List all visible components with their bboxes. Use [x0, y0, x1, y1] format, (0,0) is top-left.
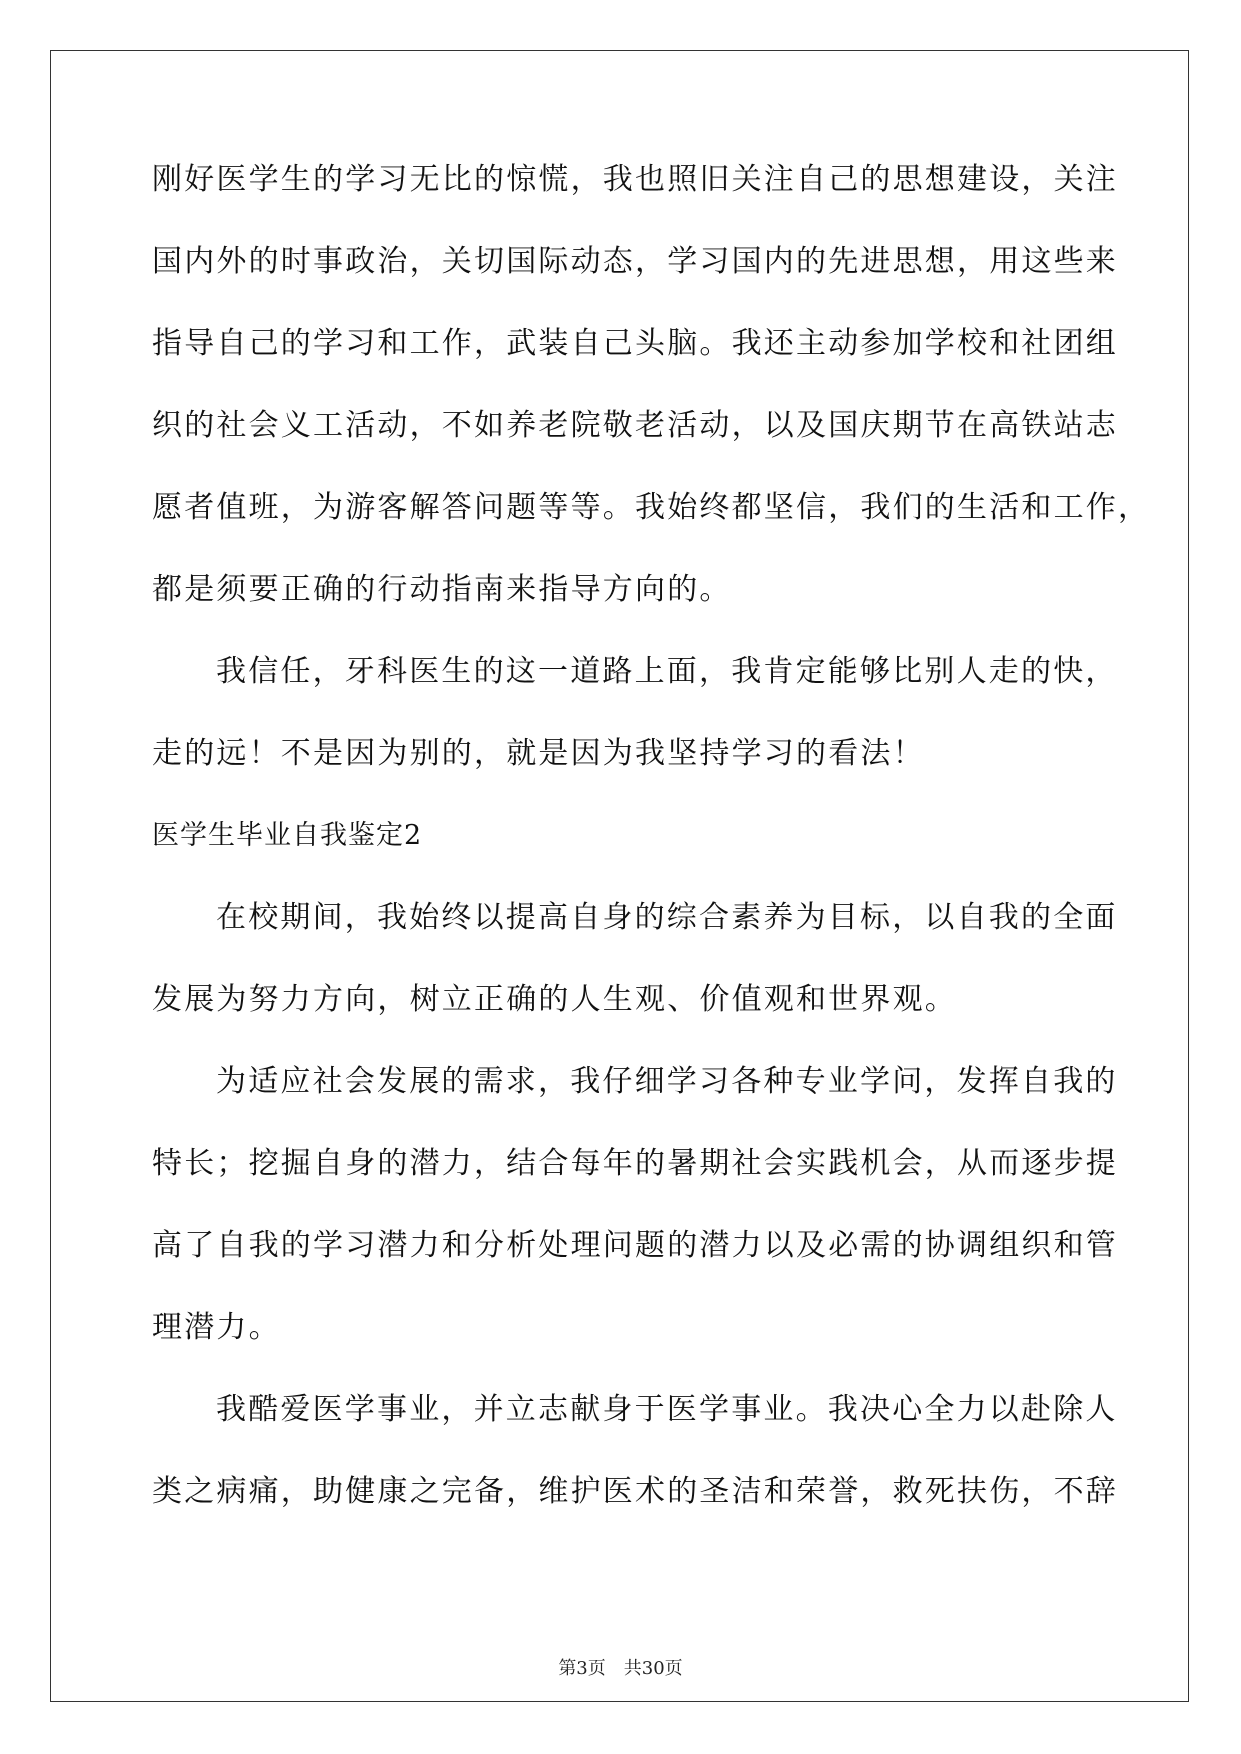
document-body	[152, 160, 1151, 1554]
text-line: 刚好医学生的学习无比的惊慌，我也照旧关注自己的思想建设，关注	[152, 162, 1118, 197]
text-line: 织的社会义工活动，不如养老院敬老活动，以及国庆期节在高铁站志	[152, 408, 1118, 443]
text-line: 理潜力。	[152, 1310, 281, 1345]
text-line: 都是须要正确的行动指南来指导方向的。	[152, 572, 732, 607]
text-line: 我信任，牙科医生的这一道路上面，我肯定能够比别人走的快，	[216, 654, 1118, 689]
text-line: 走的远！不是因为别的，就是因为我坚持学习的看法！	[152, 736, 925, 771]
text-line: 指导自己的学习和工作，武装自己头脑。我还主动参加学校和社团组	[152, 326, 1118, 361]
text-line: 发展为努力方向，树立正确的人生观、价值观和世界观。	[152, 982, 957, 1017]
text-line: 国内外的时事政治，关切国际动态，学习国内的先进思想，用这些来	[152, 244, 1118, 279]
text-line: 类之病痛，助健康之完备，维护医术的圣洁和荣誉，救死扶伤，不辞	[152, 1474, 1118, 1509]
page-number-footer: 第3页 共30页	[558, 1658, 683, 1679]
section-heading: 医学生毕业自我鉴定2	[152, 820, 423, 851]
text-line: 愿者值班，为游客解答问题等等。我始终都坚信，我们的生活和工作，	[152, 490, 1151, 525]
text-line: 为适应社会发展的需求，我仔细学习各种专业学问，发挥自我的	[216, 1064, 1118, 1099]
text-line: 在校期间，我始终以提高自身的综合素养为目标，以自我的全面	[216, 900, 1118, 935]
text-line: 高了自我的学习潜力和分析处理问题的潜力以及必需的协调组织和管	[152, 1228, 1118, 1263]
text-line: 特长；挖掘自身的潜力，结合每年的暑期社会实践机会，从而逐步提	[152, 1146, 1118, 1181]
text-line: 我酷爱医学事业，并立志献身于医学事业。我决心全力以赴除人	[216, 1392, 1118, 1427]
